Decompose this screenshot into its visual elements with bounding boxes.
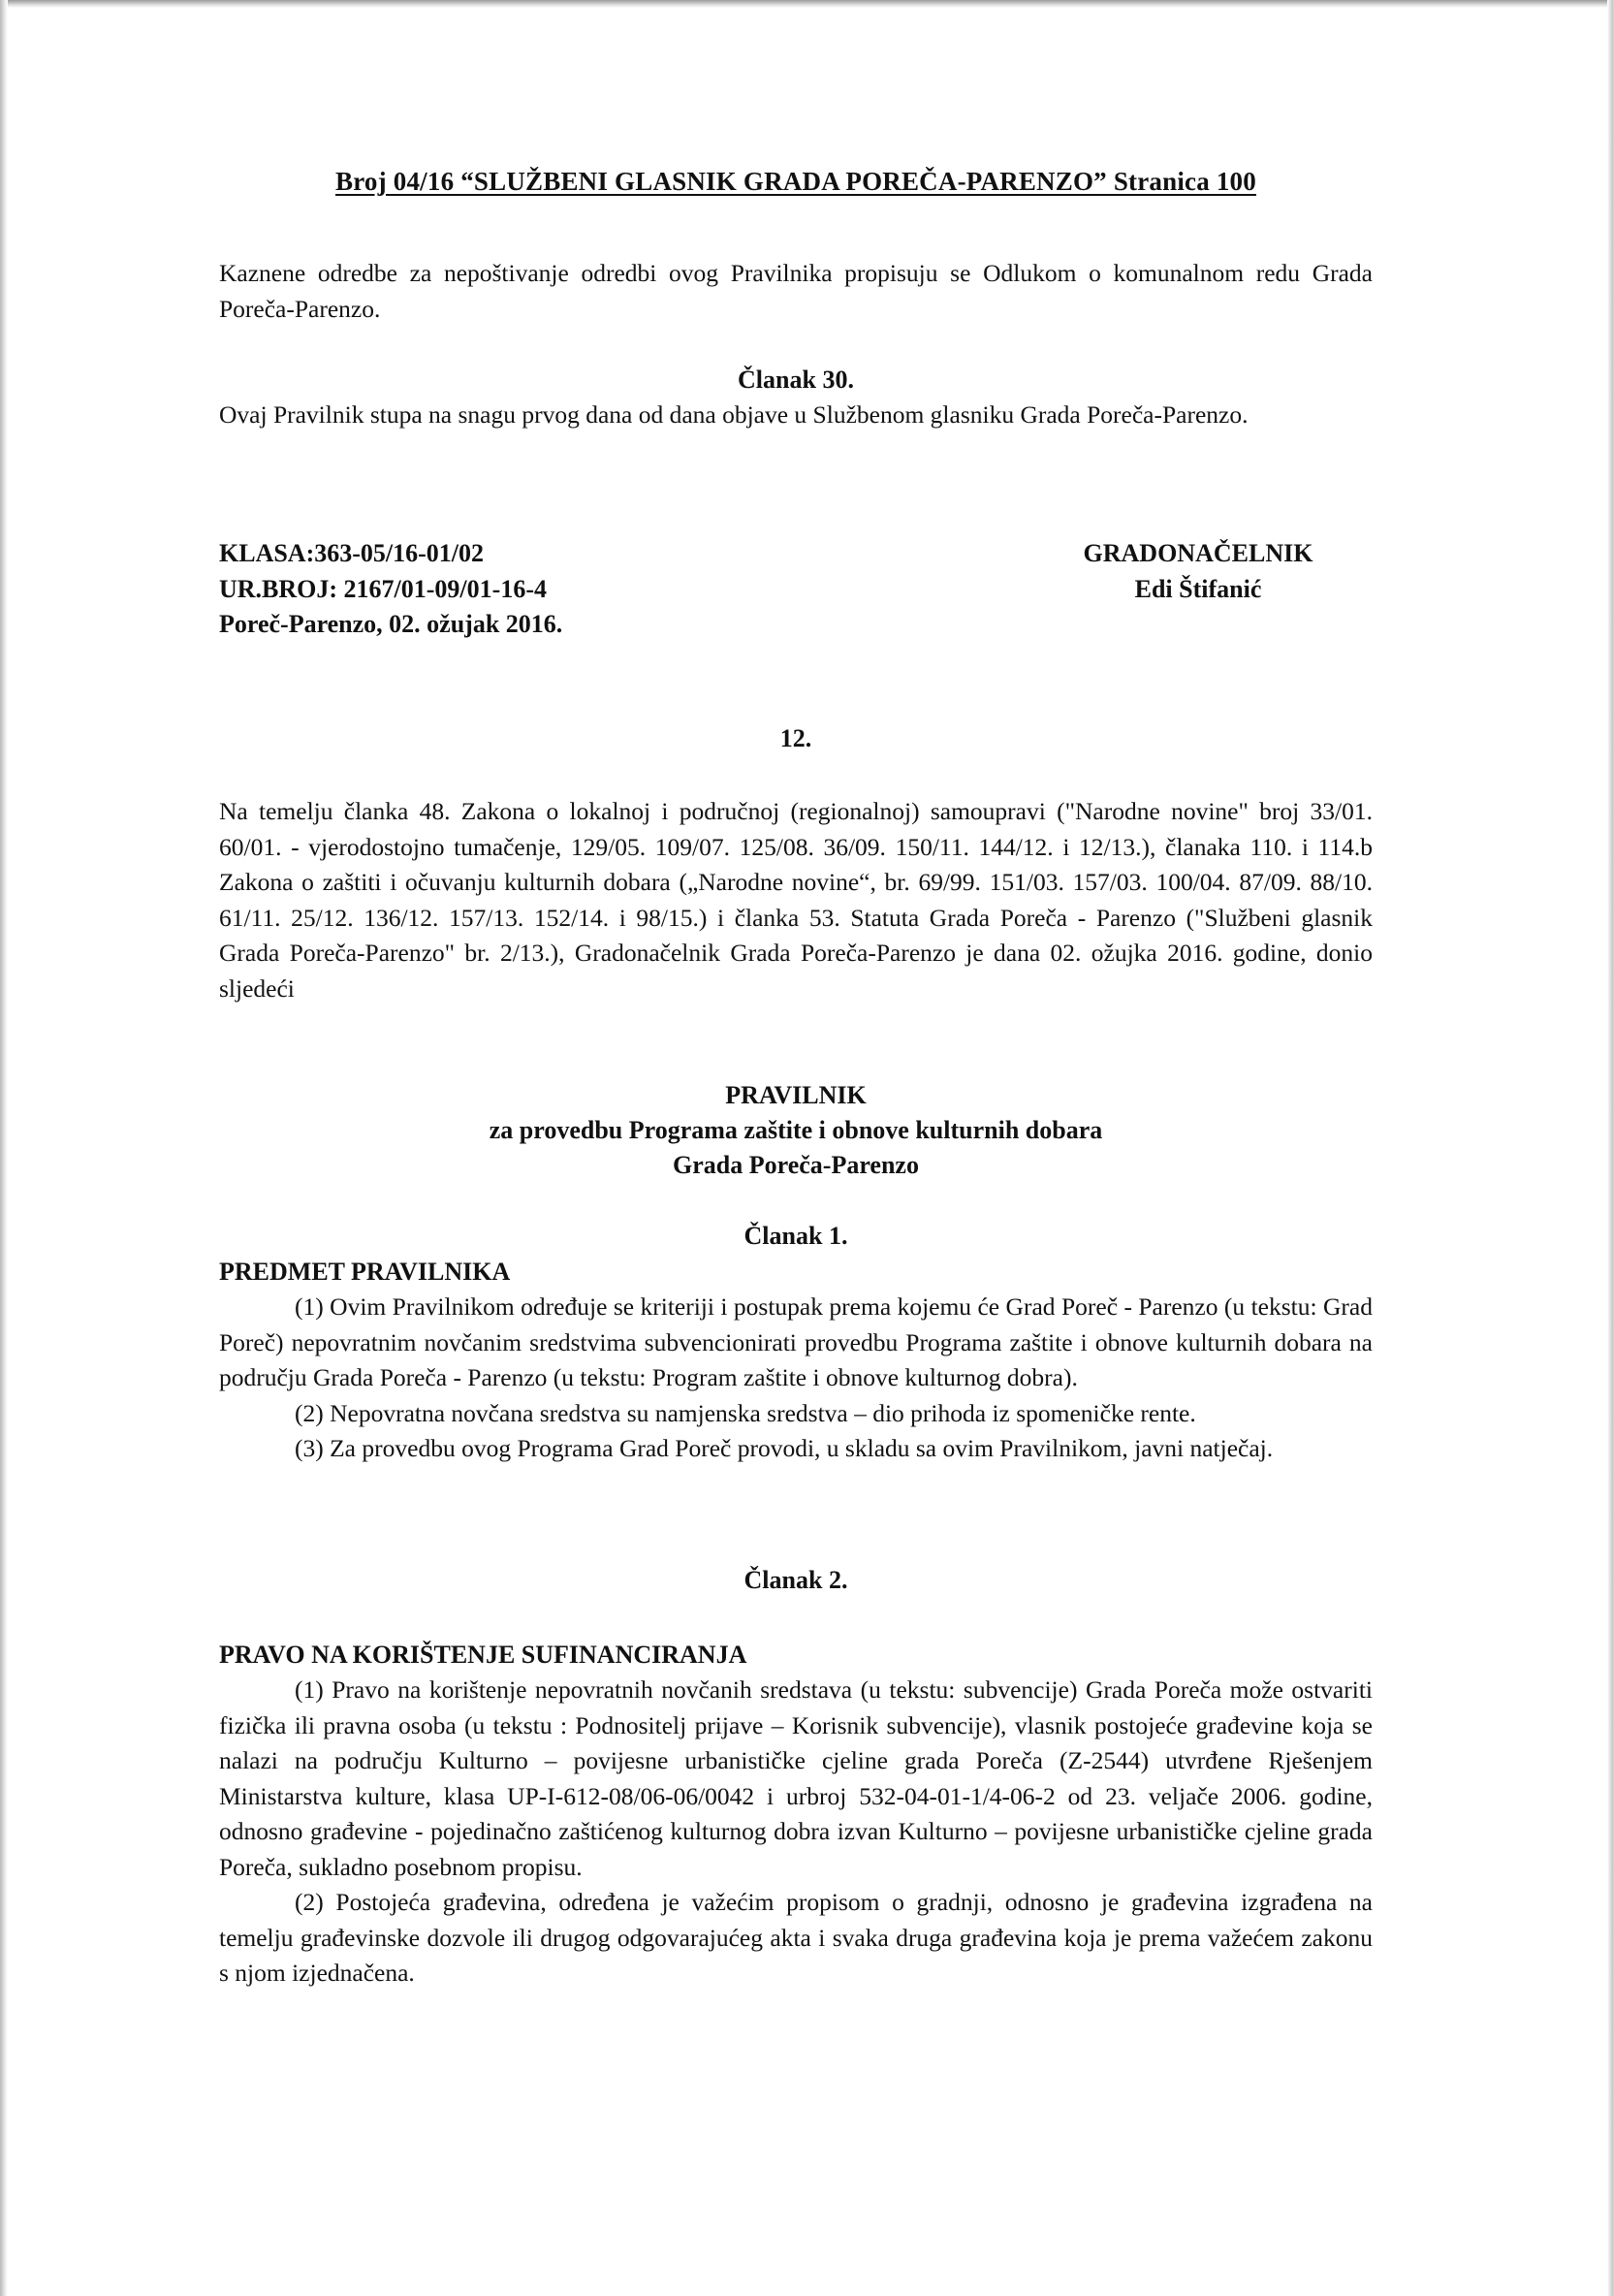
article-2-paragraph-1: (1) Pravo na korištenje nepovratnih novčanih sredstava (u tekstu: subvencije) Grada Poreča može ostvariti fizička ili pravna osoba (u tekstu : Podnositelj prijave – Korisnik subvencije), vlasnik postojeće građevine koja se nalazi na području Kulturno – povijesne urbanističke cjeline grada Poreča (Z-2544) utvrđene Rješenjem Ministarstva kulture, klasa UP-I-612-08/06-06/0042 i urbroj 532-04-01-1/4-06-2 od 23. veljače 2006. godine, odnosno građevine - pojedinačno zaštićenog kulturnog dobra izvan Kulturno – povijesne urbanističke cjeline grada Poreča, sukladno posebnom propisu. [219, 1675, 1373, 1881]
signatory-block [1043, 536, 1353, 607]
signatory-role: GRADONAČELNIK [1083, 539, 1313, 567]
regulation-title-line-2: za provedbu Programa zaštite i obnove kulturnih dobara [489, 1116, 1103, 1144]
article-1-paragraph-1: (1) Ovim Pravilnikom određuje se kriteriji i postupak prema kojemu će Grad Poreč - Parenzo (u tekstu: Grad Poreč) nepovratnim novčanim sredstvima subvencionirati provedbu Programa zaštite i obnove kulturnih dobara na području Grada Poreča - Parenzo (u tekstu: Program zaštite i obnove kulturnog dobra). [219, 1292, 1373, 1391]
scan-edge-top [0, 0, 1613, 8]
signatory-name: Edi Štifanić [1134, 574, 1262, 603]
regulation-title-line-3: Grada Poreča-Parenzo [673, 1151, 919, 1179]
regulation-title [219, 1078, 1373, 1183]
intro-paragraph: Kaznene odredbe za nepoštivanje odredbi ovog Pravilnika propisuju se Odlukom o komunalnom redu Grada Poreča-Parenzo. [219, 259, 1373, 323]
article-30-title: Članak 30. [738, 366, 854, 394]
klasa-line: KLASA:363-05/16-01/02 [219, 539, 484, 567]
scan-edge-right [1607, 0, 1613, 2296]
article-1-body [219, 1290, 1373, 1467]
article-2-paragraph-2: (2) Postojeća građevina, određena je važećim propisom o gradnji, odnosno je građevina izgrađena na temelju građevinske dozvole ili drugog odgovarajućeg akta i svaka druga građevina koja je prema važećem zakonu s njom izjednačena. [219, 1888, 1373, 1987]
article-2-heading: PRAVO NA KORIŠTENJE SUFINANCIRANJA [219, 1641, 747, 1669]
regulation-title-line-1: PRAVILNIK [725, 1081, 867, 1109]
preamble-paragraph: Na temelju članka 48. Zakona o lokalnoj i područnoj (regionalnoj) samoupravi ("Narodne novine" broj 33/01. 60/01. - vjerodostojno tumačenje, 129/05. 109/07. 125/08. 36/09. 150/11. 144/12. i 12/13.), članaka 110. i 114.b Zakona o zaštiti i očuvanju kulturnih dobara („Narodne novine“, br. 69/99. 151/03. 157/03. 100/04. 87/09. 88/10. 61/11. 25/12. 136/12. 157/13. 152/14. i 98/15.) i članka 53. Statuta Grada Poreča - Parenzo ("Službeni glasnik Grada Poreča-Parenzo" br. 2/13.), Gradonačelnik Grada Poreča-Parenzo je dana 02. ožujka 2016. godine, donio sljedeći [219, 797, 1373, 1003]
page-header: Broj 04/16 “SLUŽBENI GLASNIK GRADA POREČA-PARENZO” Stranica 100 [335, 167, 1256, 196]
article-1-heading: PREDMET PRAVILNIKA [219, 1258, 511, 1286]
article-2-body [219, 1673, 1373, 1992]
scan-edge-left [0, 0, 8, 2296]
place-date-line: Poreč-Parenzo, 02. ožujak 2016. [219, 610, 563, 638]
article-1-title: Članak 1. [743, 1222, 848, 1250]
article-1-paragraph-3: (3) Za provedbu ovog Programa Grad Poreč provodi, u skladu sa ovim Pravilnikom, javni natječaj. [295, 1434, 1274, 1462]
article-1-paragraph-2: (2) Nepovratna novčana sredstva su namjenska sredstva – dio prihoda iz spomeničke rente. [295, 1398, 1196, 1427]
urbroj-line: UR.BROJ: 2167/01-09/01-16-4 [219, 574, 547, 603]
document-reference [219, 536, 723, 643]
article-30-text: Ovaj Pravilnik stupa na snagu prvog dana od dana objave u Službenom glasniku Grada Poreča-Parenzo. [219, 400, 1249, 429]
article-2-title: Članak 2. [743, 1566, 848, 1594]
section-number: 12. [779, 724, 812, 752]
